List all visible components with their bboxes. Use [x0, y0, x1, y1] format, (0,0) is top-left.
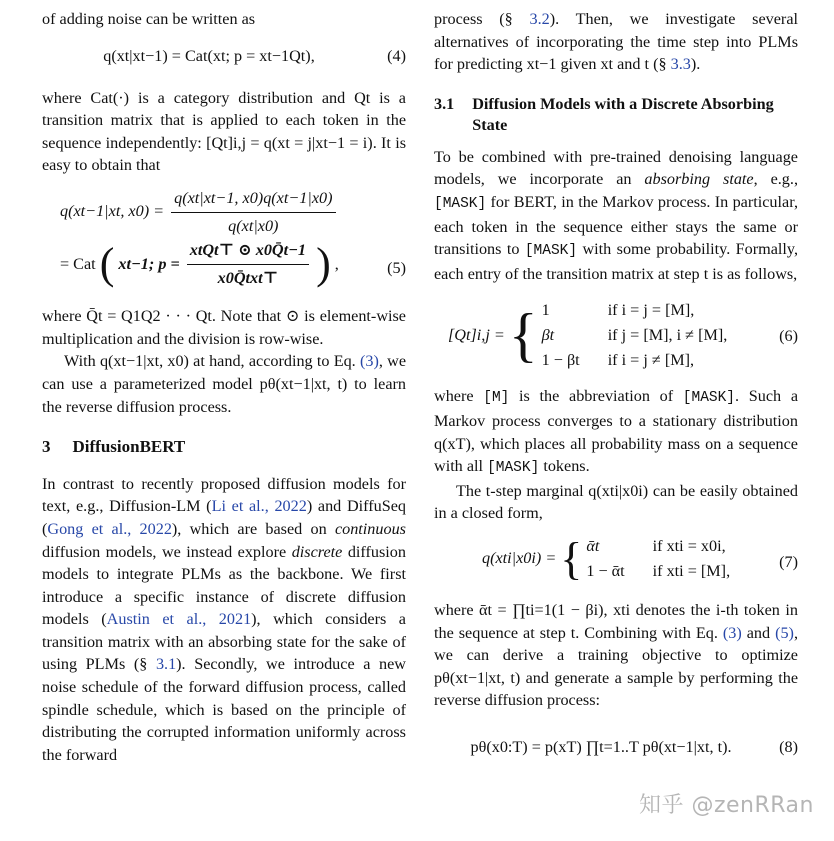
text-span: diffusion models to integrate PLMs as the backbone. We first introduce a specific instance of discrete diffusion models (: [42, 542, 406, 629]
mask-token: [MASK]: [487, 460, 540, 477]
text-span: tokens.: [539, 457, 590, 476]
equation-4-body: q(xt|xt−1) = Cat(xt; p = xt−1Qt),: [103, 46, 315, 65]
text-span: ).: [690, 55, 701, 74]
eq3-link[interactable]: (3): [359, 352, 379, 371]
left-brace: {: [508, 302, 538, 369]
paragraph-diffusionbert: [42, 473, 406, 767]
equation-7: [482, 532, 798, 591]
equation-7-lhs: q(xti|x0i) =: [482, 549, 557, 568]
emphasis-discrete: discrete: [291, 542, 343, 561]
mask-token: [MASK]: [434, 195, 487, 212]
text-span: is the abbreviation of: [509, 387, 683, 406]
subsection-number: 3.1: [434, 94, 455, 113]
text-span: ), which are based on: [171, 519, 335, 538]
paragraph-marginal: The t-step marginal q(xti|x0i) can be easily obtained in a closed form,: [434, 481, 798, 523]
paragraph-qbar: where Q̄t = Q1Q2 · · · Qt. Note that ⊙ is element-wise multiplication and the division is row-wise.: [42, 307, 406, 348]
equation-5b-denominator: x0Q̄txt⊤: [217, 268, 279, 287]
section-title: DiffusionBERT: [72, 437, 186, 457]
equation-7-cases: [482, 532, 731, 584]
equation-8: [434, 736, 798, 764]
m-token: [M]: [483, 390, 510, 407]
text-span: , we can use a parameterized model pθ(xt−1|xt, t) to learn the reverse diffusion process.: [42, 352, 406, 416]
equation-6-number: (6): [779, 327, 798, 346]
case-condition: if xti = [M],: [652, 561, 731, 580]
equation-5b-fraction: [187, 239, 309, 289]
text-span: To be combined with pre-trained denoising language models, we incorporate an: [434, 147, 798, 189]
section-3-1-link[interactable]: 3.1: [155, 655, 177, 674]
mask-token: [MASK]: [524, 243, 578, 260]
case-condition: if i = j = [M],: [607, 301, 695, 320]
text-span: In contrast to recently proposed diffusion models for text, e.g., Diffusion-LM (: [42, 474, 406, 516]
text-span: for BERT, in the Markov process. In particular, each token in the sequence either stays the same or transitions to: [434, 192, 798, 259]
text-span: ). Then, we investigate several alternatives of incorporating the time step into PLMs for predicting xt−1 given xt and t (§: [434, 10, 798, 74]
equation-4-number: (4): [387, 46, 406, 65]
equation-5a-numerator: q(xt|xt−1, x0)q(xt−1|x0): [171, 187, 335, 213]
equation-8-number: (8): [779, 737, 798, 756]
equation-5a-denominator: q(xt|x0): [228, 216, 279, 235]
paragraph-absorbing: [434, 146, 798, 286]
text-span: ). Secondly, we introduce a new noise schedule of the forward diffusion process, called spindle schedule, which is based on the principle of distributing the corrupted information uniformly across the forward: [42, 655, 406, 764]
citation-li-2022[interactable]: Li et al., 2022: [211, 497, 307, 516]
right-paren: ): [316, 239, 331, 289]
paragraph-cat: where Cat(·) is a category distribution and Qt is a transition matrix that is applied to each token in the sequence independently: [Qt]i,j = q(xt = j|xt−1 = i). It is easy to obtain that: [42, 88, 406, 175]
equation-5-number: (5): [387, 259, 406, 278]
left-column: [42, 8, 406, 766]
case-condition: if i = j ≠ [M],: [607, 350, 695, 369]
text-span: where: [434, 387, 484, 406]
equation-5a-fraction: [171, 187, 335, 237]
eq3-link[interactable]: (3): [722, 623, 742, 642]
text-span: , e.g.,: [753, 170, 798, 189]
text-span: , we can derive a training objective to optimize pθ(xt−1|xt, t) and generate a sample by performing the reverse diffusion process:: [434, 623, 798, 710]
equation-7-number: (7): [779, 552, 798, 571]
text-span: ) and DiffuSeq (: [42, 497, 406, 538]
eq5-link[interactable]: (5): [775, 623, 794, 642]
text-span: and: [741, 623, 776, 642]
case-value: 1: [541, 301, 550, 320]
paragraph-reverse: [42, 350, 406, 418]
emphasis-continuous: continuous: [334, 519, 406, 538]
equation-6-rows: [542, 299, 728, 371]
paragraph-training: [434, 599, 798, 712]
equation-5a-lhs: q(xt−1|xt, x0) =: [60, 201, 165, 220]
case-value: 1 − ᾱt: [586, 561, 625, 580]
paragraph-process: [434, 8, 798, 76]
section-3-3-link[interactable]: 3.3: [670, 55, 691, 74]
equation-5a: [60, 187, 406, 237]
equation-5b-suffix: ,: [334, 254, 339, 273]
equation-5b-inner: xt−1; p =: [118, 254, 180, 273]
paragraph-markov: [434, 385, 798, 479]
text-span: . Such a Markov process converges to a stationary distribution q(xT), which places all probability mass on a sequence with all: [434, 387, 799, 476]
citation-gong-2022[interactable]: Gong et al., 2022: [47, 519, 172, 538]
watermark: 知乎 @zenRRan: [638, 793, 814, 818]
text-span: diffusion models, we instead explore: [42, 542, 292, 561]
subsection-title: Diffusion Models with a Discrete Absorbing State: [472, 94, 774, 134]
case-value: βt: [541, 325, 555, 344]
citation-austin-2021[interactable]: Austin et al., 2021: [106, 610, 252, 629]
left-brace: {: [560, 532, 583, 584]
case-value: 1 − βt: [541, 350, 580, 369]
text-span: where ᾱt = ∏ti=1(1 − βi), xti denotes the i-th token in the sequence at step t. Combining with Eq.: [434, 600, 798, 642]
equation-7-rows: [586, 535, 730, 582]
left-paren: (: [99, 239, 115, 289]
case-condition: if xti = x0i,: [652, 536, 726, 555]
text-span: with some probability. Formally, each entry of the transition matrix at step t is as follows,: [434, 240, 798, 283]
subsection-heading: [434, 94, 798, 136]
case-value: ᾱt: [586, 536, 600, 555]
intro-text: of adding noise can be written as: [42, 10, 256, 28]
emphasis-absorbing-state: absorbing state: [644, 170, 754, 189]
equation-5b-prefix: = Cat: [60, 254, 96, 273]
section-3-2-link[interactable]: 3.2: [529, 10, 550, 28]
text-span: ), which considers a transition matrix with an absorbing state for the sake of using PLMs (§: [42, 610, 406, 674]
mask-token: [MASK]: [682, 390, 736, 407]
case-condition: if j = [M], i ≠ [M],: [607, 325, 728, 344]
equation-5b: [60, 239, 406, 299]
equation-8-body: pθ(x0:T) = p(xT) ∏t=1..T pθ(xt−1|xt, t).: [470, 737, 732, 756]
right-column: [434, 8, 798, 778]
text-span: process (§: [434, 10, 530, 28]
section-heading: [42, 436, 406, 459]
section-number: 3: [42, 437, 51, 457]
equation-6-cases: [448, 299, 727, 371]
equation-6-lhs: [Qt]i,j =: [448, 325, 505, 344]
equation-5b-numerator: xtQt⊤ ⊙ x0Q̄t−1: [187, 239, 309, 265]
text-span: With q(xt−1|xt, x0) at hand, according to Eq.: [64, 352, 360, 371]
equation-6: [448, 299, 798, 375]
equation-4: [42, 45, 406, 73]
